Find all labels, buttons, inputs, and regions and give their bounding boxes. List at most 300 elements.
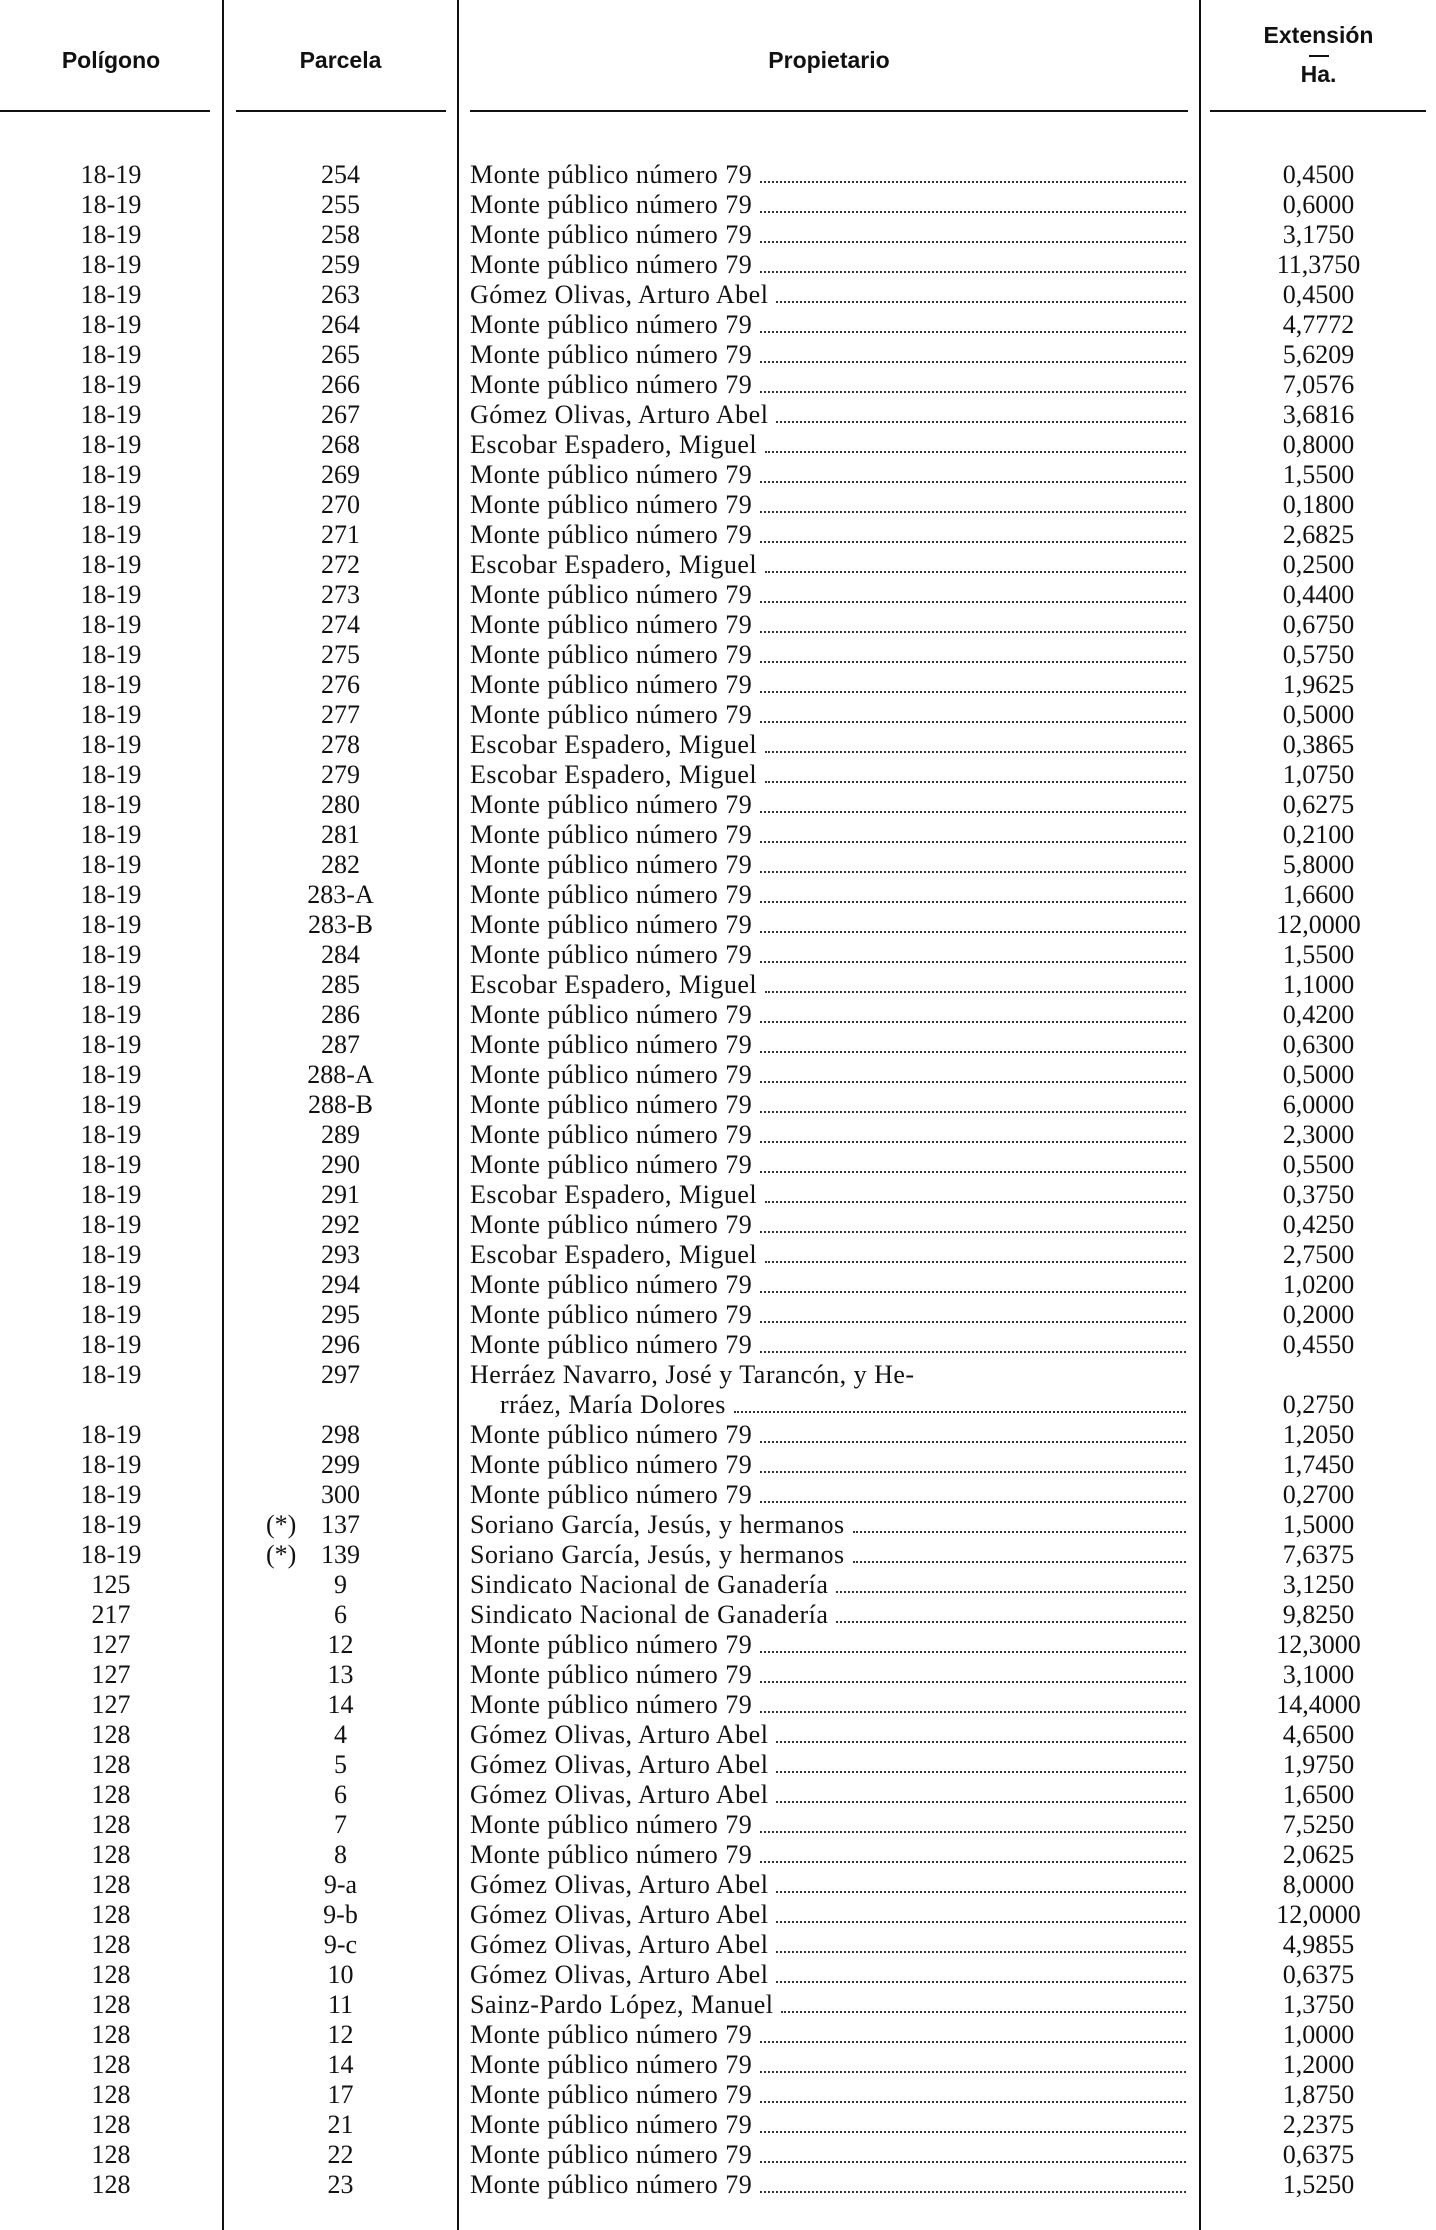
dot-leader <box>760 2131 1186 2133</box>
propietario-text: Monte público número 79 <box>470 2020 753 2049</box>
cell-poligono: 18-19 <box>80 1180 142 1209</box>
dot-leader <box>760 331 1186 333</box>
cell-poligono: 128 <box>91 1780 131 1809</box>
parcela-value: 288-A <box>307 1060 374 1089</box>
cell-parcela <box>224 1690 457 1720</box>
table-row <box>0 1480 1436 1510</box>
cell-parcela <box>224 1870 457 1900</box>
cell-propietario <box>470 910 1186 940</box>
cell-poligono: 128 <box>91 2170 131 2199</box>
dot-leader <box>760 931 1186 933</box>
cell-poligono: 18-19 <box>80 910 142 939</box>
table-row <box>0 2050 1436 2080</box>
cell-propietario <box>470 1660 1186 1690</box>
propietario-text: Sindicato Nacional de Ganadería <box>470 1600 829 1629</box>
cell-extension: 0,4250 <box>1282 1210 1355 1239</box>
table-row <box>0 310 1436 340</box>
dot-leader <box>765 451 1186 453</box>
cell-propietario <box>470 1840 1186 1870</box>
cell-propietario <box>470 1510 1186 1540</box>
dot-leader <box>760 1141 1186 1143</box>
table-row <box>0 1300 1436 1330</box>
cell-propietario <box>470 1570 1186 1600</box>
dot-leader <box>776 1801 1186 1803</box>
cell-parcela <box>224 550 457 580</box>
cell-propietario <box>470 1990 1186 2020</box>
table-row <box>0 670 1436 700</box>
header-propietario: Propietario <box>768 46 890 73</box>
table-row <box>0 400 1436 430</box>
parcela-value: 13 <box>327 1660 354 1689</box>
table-row <box>0 520 1436 550</box>
cell-propietario <box>470 1300 1186 1330</box>
dot-leader <box>765 781 1186 783</box>
cell-propietario <box>470 520 1186 550</box>
dot-leader <box>760 871 1186 873</box>
cell-parcela <box>224 580 457 610</box>
table-row <box>0 340 1436 370</box>
cell-propietario <box>470 1450 1186 1480</box>
cell-parcela <box>224 760 457 790</box>
parcela-value: 9-a <box>323 1870 358 1899</box>
header-rule <box>1210 110 1426 112</box>
parcela-value: 281 <box>321 820 360 849</box>
cell-extension: 7,0576 <box>1282 370 1355 399</box>
parcela-value: 9 <box>334 1570 347 1599</box>
cell-propietario <box>470 370 1186 400</box>
cell-extension: 12,0000 <box>1276 1900 1361 1929</box>
cell-propietario <box>470 1000 1186 1030</box>
cell-parcela <box>224 790 457 820</box>
cell-extension: 0,5500 <box>1282 1150 1355 1179</box>
cell-poligono: 18-19 <box>80 1360 142 1389</box>
dot-leader <box>760 2041 1186 2043</box>
cell-poligono: 18-19 <box>80 1450 142 1479</box>
dot-leader <box>776 1741 1186 1743</box>
cell-propietario <box>470 1060 1186 1090</box>
cell-poligono: 18-19 <box>80 1060 142 1089</box>
dot-leader <box>760 811 1186 813</box>
cell-extension: 0,2000 <box>1282 1300 1355 1329</box>
table-row <box>0 1540 1436 1570</box>
header-rule <box>470 110 1188 112</box>
cell-extension: 1,6600 <box>1282 880 1355 909</box>
table-row <box>0 1960 1436 1990</box>
parcela-value: 285 <box>321 970 360 999</box>
cell-extension: 7,5250 <box>1282 1810 1355 1839</box>
table-row <box>0 370 1436 400</box>
cell-poligono: 18-19 <box>80 490 142 519</box>
table-row <box>0 490 1436 520</box>
cell-extension: 2,0625 <box>1282 1840 1355 1869</box>
cell-propietario <box>470 1360 1186 1420</box>
cell-parcela <box>224 2080 457 2110</box>
cell-propietario <box>470 1630 1186 1660</box>
dot-leader <box>853 1561 1186 1563</box>
cell-extension: 0,2750 <box>1282 1390 1355 1419</box>
cell-extension: 6,0000 <box>1282 1090 1355 1119</box>
parcela-value: 273 <box>321 580 360 609</box>
parcela-value: 17 <box>327 2080 354 2109</box>
parcela-value: 21 <box>327 2110 354 2139</box>
cell-extension: 12,3000 <box>1276 1630 1361 1659</box>
cell-poligono: 18-19 <box>80 970 142 999</box>
table-row <box>0 1510 1436 1540</box>
propietario-text: Gómez Olivas, Arturo Abel <box>470 1750 769 1779</box>
cell-parcela <box>224 2020 457 2050</box>
cell-parcela <box>224 1510 457 1540</box>
cell-propietario <box>470 2080 1186 2110</box>
table-row <box>0 790 1436 820</box>
dot-leader <box>760 841 1186 843</box>
parcela-value: 297 <box>321 1360 360 1389</box>
table-row <box>0 640 1436 670</box>
table-row <box>0 2110 1436 2140</box>
cell-poligono: 127 <box>91 1660 131 1689</box>
cell-extension: 4,7772 <box>1282 310 1355 339</box>
cell-extension: 1,8750 <box>1282 2080 1355 2109</box>
cell-parcela <box>224 220 457 250</box>
parcela-value: 276 <box>321 670 360 699</box>
parcela-value: 139 <box>321 1540 360 1569</box>
cell-parcela <box>224 1810 457 1840</box>
cell-poligono: 18-19 <box>80 220 142 249</box>
propietario-text: Monte público número 79 <box>470 1150 753 1179</box>
table-row <box>0 460 1436 490</box>
header-rule <box>0 110 210 112</box>
table-row <box>0 1180 1436 1210</box>
cell-poligono: 128 <box>91 2140 131 2169</box>
parcela-value: 9-b <box>323 1900 358 1929</box>
cell-extension: 1,9625 <box>1282 670 1355 699</box>
table-row <box>0 2170 1436 2200</box>
cell-parcela <box>224 850 457 880</box>
cell-parcela <box>224 1630 457 1660</box>
cell-extension: 1,2050 <box>1282 1420 1355 1449</box>
dot-leader <box>760 1711 1186 1713</box>
propietario-text: Escobar Espadero, Miguel <box>470 550 758 579</box>
cell-propietario <box>470 250 1186 280</box>
cell-parcela <box>224 1780 457 1810</box>
parcela-value: 6 <box>334 1780 347 1809</box>
cell-parcela <box>224 190 457 220</box>
cell-poligono: 18-19 <box>80 430 142 459</box>
cell-extension: 11,3750 <box>1276 250 1361 279</box>
cell-propietario <box>470 280 1186 310</box>
table-row <box>0 280 1436 310</box>
table-row <box>0 880 1436 910</box>
cell-poligono: 18-19 <box>80 880 142 909</box>
cell-parcela <box>224 1960 457 1990</box>
cell-parcela <box>224 280 457 310</box>
propietario-text: Monte público número 79 <box>470 2050 753 2079</box>
parcela-value: 258 <box>321 220 360 249</box>
cell-poligono: 18-19 <box>80 1330 142 1359</box>
table-row <box>0 850 1436 880</box>
cell-parcela <box>224 1480 457 1510</box>
cell-propietario <box>470 160 1186 190</box>
table-row <box>0 1120 1436 1150</box>
cell-parcela <box>224 370 457 400</box>
cell-parcela <box>224 1720 457 1750</box>
header-extension-label: Extensión <box>1263 22 1374 48</box>
parcela-value: 11 <box>327 1990 354 2019</box>
cell-poligono: 18-19 <box>80 1270 142 1299</box>
cell-parcela <box>224 1570 457 1600</box>
table-row <box>0 1090 1436 1120</box>
dot-leader <box>765 1261 1186 1263</box>
parcela-value: 12 <box>327 1630 354 1659</box>
header-extension <box>1201 10 1436 100</box>
cell-propietario <box>470 670 1186 700</box>
table-row <box>0 1420 1436 1450</box>
cell-parcela <box>224 1060 457 1090</box>
table-row <box>0 970 1436 1000</box>
cell-propietario <box>470 1870 1186 1900</box>
cell-parcela <box>224 820 457 850</box>
parcela-value: 287 <box>321 1030 360 1059</box>
cell-propietario <box>470 1330 1186 1360</box>
dot-leader <box>760 511 1186 513</box>
cell-parcela <box>224 1090 457 1120</box>
cell-propietario <box>470 2020 1186 2050</box>
propietario-text: Monte público número 79 <box>470 1480 753 1509</box>
cell-extension: 1,5500 <box>1282 940 1355 969</box>
cell-poligono: 18-19 <box>80 190 142 219</box>
propietario-text: Monte público número 79 <box>470 1450 753 1479</box>
cell-poligono: 18-19 <box>80 160 142 189</box>
table-row <box>0 910 1436 940</box>
cell-poligono: 18-19 <box>80 940 142 969</box>
cell-extension: 0,5000 <box>1282 700 1355 729</box>
table-row <box>0 580 1436 610</box>
cell-extension: 0,6375 <box>1282 2140 1355 2169</box>
parcela-value: 4 <box>334 1720 347 1749</box>
cell-parcela <box>224 700 457 730</box>
table-row <box>0 1690 1436 1720</box>
parcela-value: 275 <box>321 640 360 669</box>
parcela-value: 272 <box>321 550 360 579</box>
cell-poligono: 18-19 <box>80 370 142 399</box>
cell-extension: 0,6000 <box>1282 190 1355 219</box>
cell-poligono: 18-19 <box>80 640 142 669</box>
cell-propietario <box>470 1540 1186 1570</box>
parcela-value: 9-c <box>323 1930 358 1959</box>
cell-parcela <box>224 1540 457 1570</box>
dot-leader <box>781 2011 1186 2013</box>
dot-leader <box>776 1891 1186 1893</box>
cell-propietario <box>470 2140 1186 2170</box>
parcela-value: 270 <box>321 490 360 519</box>
table-row <box>0 1810 1436 1840</box>
footnote-mark: (*) <box>266 1540 297 1569</box>
table-row <box>0 1600 1436 1630</box>
footnote-mark: (*) <box>266 1510 297 1539</box>
parcela-value: 23 <box>327 2170 354 2199</box>
propietario-text: Gómez Olivas, Arturo Abel <box>470 1900 769 1929</box>
dot-leader <box>776 1981 1186 1983</box>
cell-poligono: 18-19 <box>80 550 142 579</box>
table-row <box>0 1150 1436 1180</box>
propietario-text: Monte público número 79 <box>470 1270 753 1299</box>
cell-extension: 0,4200 <box>1282 1000 1355 1029</box>
table-row <box>0 1000 1436 1030</box>
cell-parcela <box>224 400 457 430</box>
parcela-value: 291 <box>321 1180 360 1209</box>
propietario-text: Monte público número 79 <box>470 670 753 699</box>
cell-poligono: 128 <box>91 1840 131 1869</box>
propietario-text: Monte público número 79 <box>470 2170 753 2199</box>
cell-extension: 12,0000 <box>1276 910 1361 939</box>
cell-poligono: 18-19 <box>80 250 142 279</box>
table-row <box>0 1720 1436 1750</box>
cell-parcela <box>224 1600 457 1630</box>
cell-extension: 3,1750 <box>1282 220 1355 249</box>
table-row <box>0 940 1436 970</box>
propietario-text: Gómez Olivas, Arturo Abel <box>470 1780 769 1809</box>
cell-parcela <box>224 1150 457 1180</box>
cell-extension: 3,1000 <box>1282 1660 1355 1689</box>
parcela-value: 280 <box>321 790 360 819</box>
propietario-text: Monte público número 79 <box>470 520 753 549</box>
propietario-text: Gómez Olivas, Arturo Abel <box>470 1870 769 1899</box>
cell-parcela <box>224 670 457 700</box>
cell-parcela <box>224 520 457 550</box>
cell-parcela <box>224 1900 457 1930</box>
parcela-value: 300 <box>321 1480 360 1509</box>
dot-leader <box>760 1081 1186 1083</box>
cell-parcela <box>224 610 457 640</box>
propietario-text: Soriano García, Jesús, y hermanos <box>470 1510 845 1539</box>
table-body <box>0 160 1436 2200</box>
cell-propietario <box>470 700 1186 730</box>
dot-leader <box>836 1591 1186 1593</box>
parcela-value: 282 <box>321 850 360 879</box>
propietario-text: Monte público número 79 <box>470 790 753 819</box>
cell-parcela <box>224 1930 457 1960</box>
cell-poligono: 128 <box>91 1990 131 2019</box>
table-row <box>0 820 1436 850</box>
cell-extension: 2,7500 <box>1282 1240 1355 1269</box>
cell-parcela <box>224 1180 457 1210</box>
cell-extension: 0,2700 <box>1282 1480 1355 1509</box>
cell-extension: 0,6375 <box>1282 1960 1355 1989</box>
header-rule <box>236 110 446 112</box>
cell-parcela <box>224 2110 457 2140</box>
propietario-text: Monte público número 79 <box>470 490 753 519</box>
cell-extension: 3,6816 <box>1282 400 1355 429</box>
table-row <box>0 550 1436 580</box>
cell-propietario <box>470 190 1186 220</box>
cell-extension: 0,3865 <box>1282 730 1355 759</box>
cell-propietario <box>470 730 1186 760</box>
dot-leader <box>760 2161 1186 2163</box>
dot-leader <box>760 1441 1186 1443</box>
cell-parcela <box>224 490 457 520</box>
table-row <box>0 760 1436 790</box>
cell-propietario <box>470 1120 1186 1150</box>
propietario-text: Monte público número 79 <box>470 160 753 189</box>
cell-poligono: 217 <box>91 1600 131 1629</box>
cell-propietario <box>470 850 1186 880</box>
cell-parcela <box>224 310 457 340</box>
table-row <box>0 1030 1436 1060</box>
cell-poligono: 18-19 <box>80 1090 142 1119</box>
dot-leader <box>776 1951 1186 1953</box>
cell-poligono: 128 <box>91 2050 131 2079</box>
cell-extension: 0,6750 <box>1282 610 1355 639</box>
propietario-text: Monte público número 79 <box>470 340 753 369</box>
propietario-text: Monte público número 79 <box>470 1300 753 1329</box>
parcela-value: 7 <box>334 1810 347 1839</box>
cell-extension: 1,0200 <box>1282 1270 1355 1299</box>
dot-leader <box>776 421 1186 423</box>
cell-propietario <box>470 610 1186 640</box>
cell-extension: 1,6500 <box>1282 1780 1355 1809</box>
cell-parcela <box>224 460 457 490</box>
table-row <box>0 1900 1436 1930</box>
cell-parcela <box>224 2140 457 2170</box>
propietario-text: Monte público número 79 <box>470 1330 753 1359</box>
parcela-value: 14 <box>327 2050 354 2079</box>
propietario-text: Monte público número 79 <box>470 250 753 279</box>
cell-propietario <box>470 2110 1186 2140</box>
table-row <box>0 730 1436 760</box>
cell-parcela <box>224 730 457 760</box>
parcela-value: 265 <box>321 340 360 369</box>
parcela-value: 269 <box>321 460 360 489</box>
dot-leader <box>760 391 1186 393</box>
cell-extension: 2,3000 <box>1282 1120 1355 1149</box>
dot-leader <box>765 991 1186 993</box>
cell-parcela <box>224 340 457 370</box>
table-row <box>0 1930 1436 1960</box>
parcela-value: 277 <box>321 700 360 729</box>
table-row <box>0 1750 1436 1780</box>
cell-propietario <box>470 1600 1186 1630</box>
cell-propietario <box>470 580 1186 610</box>
cell-propietario <box>470 460 1186 490</box>
table-row <box>0 2020 1436 2050</box>
cell-poligono: 18-19 <box>80 340 142 369</box>
dot-leader <box>776 1771 1186 1773</box>
propietario-text: Escobar Espadero, Miguel <box>470 430 758 459</box>
dot-leader <box>760 2191 1186 2193</box>
parcela-value: 263 <box>321 280 360 309</box>
dot-leader <box>760 541 1186 543</box>
propietario-text: Monte público número 79 <box>470 310 753 339</box>
cell-propietario <box>470 1240 1186 1270</box>
header-parcela: Parcela <box>299 46 382 73</box>
cell-propietario <box>470 1750 1186 1780</box>
cell-propietario <box>470 1720 1186 1750</box>
cell-poligono: 18-19 <box>80 760 142 789</box>
cell-extension: 5,6209 <box>1282 340 1355 369</box>
cell-extension: 1,3750 <box>1282 1990 1355 2019</box>
cell-parcela <box>224 250 457 280</box>
cell-extension: 0,2100 <box>1282 820 1355 849</box>
table-row <box>0 1660 1436 1690</box>
cell-propietario <box>470 760 1186 790</box>
dot-leader <box>760 1321 1186 1323</box>
propietario-text: Monte público número 79 <box>470 700 753 729</box>
parcela-value: 14 <box>327 1690 354 1719</box>
table-row <box>0 1330 1436 1360</box>
table-row <box>0 1780 1436 1810</box>
cell-parcela <box>224 1750 457 1780</box>
cell-propietario <box>470 1780 1186 1810</box>
cell-extension: 0,5750 <box>1282 640 1355 669</box>
